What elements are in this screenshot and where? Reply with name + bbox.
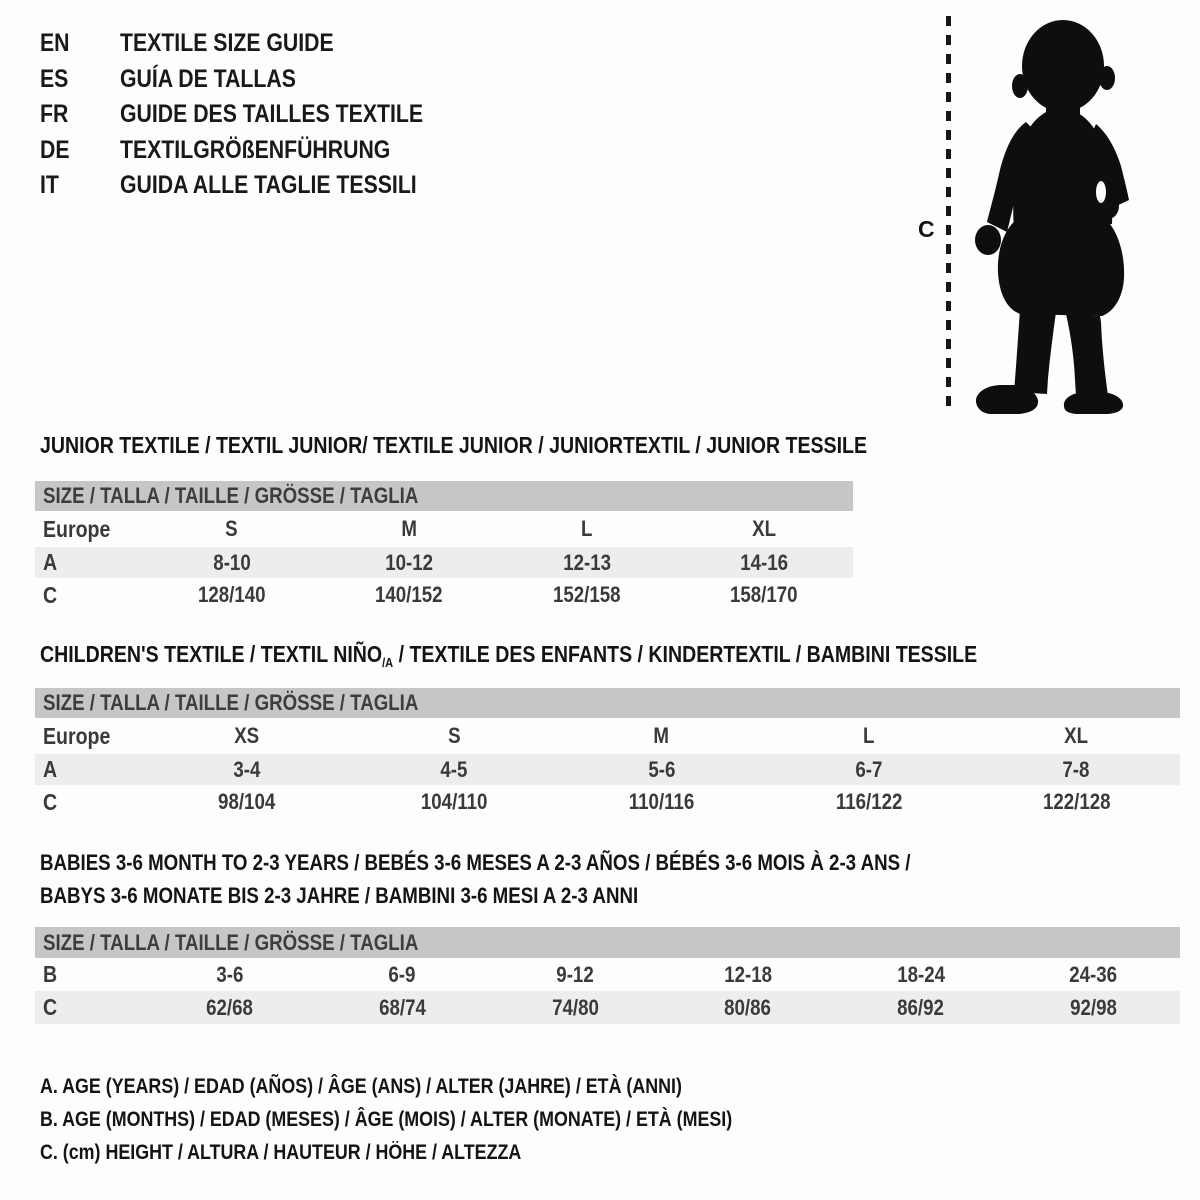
table-cell: XL — [1064, 723, 1089, 748]
table-cell: 4-5 — [440, 757, 468, 782]
table-cell: 92/98 — [1070, 995, 1117, 1020]
table-cell: XL — [752, 516, 777, 541]
language-title: GUIDE DES TAILLES TEXTILE — [120, 100, 424, 129]
language-code: DE — [40, 135, 70, 164]
table-cell: 110/116 — [628, 789, 695, 814]
language-row — [40, 26, 477, 62]
language-title: TEXTILGRÖßENFÜHRUNG — [120, 135, 391, 164]
table-cell: 116/122 — [835, 789, 903, 814]
table-cell: 9-12 — [556, 962, 594, 987]
junior-section-title: JUNIOR TEXTILE / TEXTIL JUNIOR/ TEXTILE JUNIOR / JUNIORTEXTIL / JUNIOR TESSILE — [40, 432, 868, 458]
height-measure-label: C — [918, 216, 935, 242]
table-cell: XS — [234, 723, 260, 748]
table-cell: 10-12 — [385, 550, 434, 575]
table-cell: 3-4 — [233, 757, 261, 782]
language-code: EN — [40, 29, 70, 58]
language-title: TEXTILE SIZE GUIDE — [120, 29, 334, 58]
table-row-europe — [35, 511, 853, 547]
row-label: A — [43, 549, 58, 575]
table-cell: 18-24 — [896, 962, 945, 987]
table-row-b — [35, 958, 1180, 991]
table-cell: 86/92 — [897, 995, 945, 1020]
table-cell: L — [863, 723, 875, 748]
table-cell: 12-18 — [723, 962, 772, 987]
language-title: GUÍA DE TALLAS — [120, 64, 296, 93]
row-label: B — [43, 961, 58, 987]
table-cell: 7-8 — [1062, 757, 1090, 782]
row-label: A — [43, 756, 58, 782]
table-cell: 80/86 — [724, 995, 772, 1020]
language-code: FR — [40, 100, 69, 129]
table-cell: 8-10 — [213, 550, 251, 575]
title-subscript: /A — [382, 655, 394, 670]
height-dashed-line — [946, 16, 951, 414]
table-cell: 128/140 — [197, 582, 266, 607]
table-cell: M — [653, 723, 670, 748]
language-row — [40, 168, 477, 204]
table-cell: L — [581, 516, 593, 541]
table-cell: 68/74 — [378, 995, 426, 1020]
size-header-band: SIZE / TALLA / TAILLE / GRÖSSE / TAGLIA — [35, 481, 853, 511]
measure-legend — [40, 1070, 854, 1169]
table-cell: 122/128 — [1042, 789, 1111, 814]
children-size-table — [35, 688, 1180, 819]
size-header-band: SIZE / TALLA / TAILLE / GRÖSSE / TAGLIA — [35, 688, 1180, 718]
table-cell: 98/104 — [218, 789, 276, 814]
toddler-silhouette-image — [962, 12, 1148, 422]
language-header — [40, 26, 477, 204]
table-cell: 6-9 — [388, 962, 416, 987]
legend-line-a: A. AGE (YEARS) / EDAD (AÑOS) / ÂGE (ANS) / ALTER (JAHRE) / ETÀ (ANNI) — [40, 1075, 682, 1098]
table-cell: 5-6 — [647, 757, 676, 782]
legend-line-b: B. AGE (MONTHS) / EDAD (MESES) / ÂGE (MOIS) / ALTER (MONATE) / ETÀ (MESI) — [40, 1108, 733, 1131]
row-label: Europe — [43, 516, 111, 542]
table-cell: 6-7 — [855, 757, 883, 782]
table-cell: 24-36 — [1069, 962, 1118, 987]
table-cell: 152/158 — [552, 582, 621, 607]
table-row-europe — [35, 718, 1180, 754]
table-cell: 14-16 — [740, 550, 789, 575]
children-section-title: CHILDREN'S TEXTILE / TEXTIL $NIÑO_{/A}$ / TEXTILE DES ENFANTS / KINDERTEXTIL / BAMBINI TESSILE — [40, 641, 978, 670]
language-code: ES — [40, 64, 69, 93]
table-cell: S — [225, 516, 238, 541]
size-header-band: SIZE / TALLA / TAILLE / GRÖSSE / TAGLIA — [35, 927, 1180, 958]
table-cell: M — [401, 516, 418, 541]
row-label: C — [43, 582, 58, 608]
row-label: C — [43, 789, 58, 815]
table-cell: 3-6 — [215, 962, 243, 987]
language-row — [40, 97, 477, 133]
table-cell: S — [447, 723, 461, 748]
table-cell: 74/80 — [551, 995, 599, 1020]
table-row-a — [35, 547, 853, 578]
row-label: C — [43, 994, 58, 1020]
table-cell: 158/170 — [730, 582, 799, 607]
table-cell: 12-13 — [562, 550, 611, 575]
table-row-c — [35, 785, 1180, 819]
babies-section-title: BABIES 3-6 MONTH TO 2-3 YEARS / BEBÉS 3-6 MESES A 2-3 AÑOS / BÉBÉS 3-6 MOIS À 2-3 ANS / BABYS 3-6 MONATE BIS 2-3 JAHRE / BAMBINI 3-6 MESI A 2-3 ANNI — [40, 850, 911, 908]
table-row-c — [35, 991, 1180, 1024]
table-cell: 62/68 — [206, 995, 253, 1020]
table-row-c — [35, 578, 853, 612]
language-title: GUIDA ALLE TAGLIE TESSILI — [120, 171, 417, 200]
language-row — [40, 133, 477, 169]
table-cell: 104/110 — [420, 789, 488, 814]
language-row — [40, 62, 477, 98]
language-code: IT — [40, 171, 59, 200]
table-row-a — [35, 754, 1180, 785]
table-cell: 140/152 — [375, 582, 444, 607]
babies-size-table — [35, 927, 1180, 1024]
legend-line-c: C. (cm) HEIGHT / ALTURA / HAUTEUR / HÖHE / ALTEZZA — [40, 1141, 522, 1164]
junior-size-table — [35, 481, 853, 612]
row-label: Europe — [43, 723, 111, 749]
